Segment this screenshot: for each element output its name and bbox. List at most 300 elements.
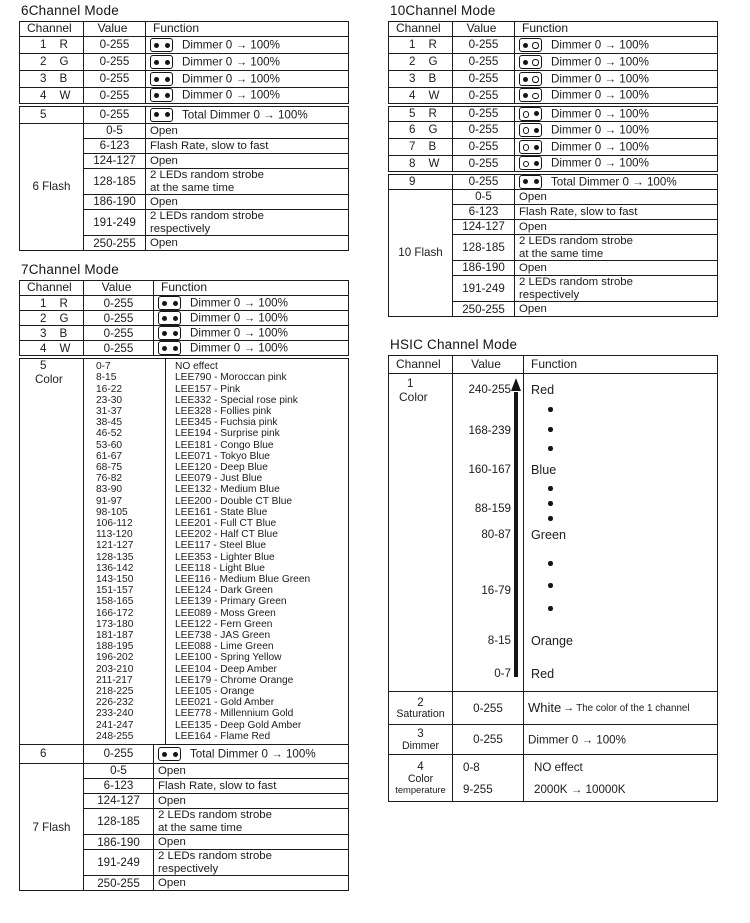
column-header-channel: Channel xyxy=(389,356,453,374)
value-cell: 124-127 xyxy=(453,220,515,235)
channel-number: 2 xyxy=(409,55,416,69)
color-name: LEE161 - State Blue xyxy=(175,506,268,518)
hue-range: 0-7 xyxy=(494,667,511,681)
channel-number: 1 xyxy=(40,38,47,52)
function-cell xyxy=(515,54,718,71)
color-name: LEE088 - Lime Green xyxy=(175,641,274,653)
table-row xyxy=(20,54,349,71)
color-value: 46-52 xyxy=(96,428,123,440)
function-text: Dimmer 0 → 100% xyxy=(551,38,649,52)
channel-letter: G xyxy=(428,55,438,69)
color-name: LEE079 - Just Blue xyxy=(175,473,263,485)
color-value: 143-150 xyxy=(96,574,134,586)
color-list xyxy=(84,359,348,744)
function-text: 2000K → 10000K xyxy=(534,783,626,797)
color-value: 211-217 xyxy=(96,674,133,686)
dual-led-icon xyxy=(519,123,542,137)
function-cell: Open xyxy=(154,794,349,809)
color-value: 98-105 xyxy=(96,506,128,518)
table-row xyxy=(20,37,349,54)
hue-color-label: Orange xyxy=(531,634,574,649)
table-row xyxy=(389,54,718,71)
table-row xyxy=(20,71,349,88)
channel-letter: R xyxy=(428,107,437,121)
function-text: Dimmer 0 → 100% xyxy=(182,55,280,69)
function-text: NO effect xyxy=(534,761,583,775)
hue-range: 168-239 xyxy=(468,424,511,438)
column-header-function: Function xyxy=(154,281,349,296)
value-cell: 0-255 xyxy=(453,88,515,105)
table-row xyxy=(389,173,718,190)
left-column xyxy=(19,3,351,891)
hue-range: 8-15 xyxy=(487,634,511,648)
table-row xyxy=(389,105,718,122)
function-cell xyxy=(146,88,349,105)
ellipsis-dot xyxy=(548,561,553,566)
channel-label: Saturation xyxy=(396,708,445,721)
function-cell xyxy=(154,311,349,326)
color-name: LEE202 - Half CT Blue xyxy=(175,529,278,541)
dual-led-icon xyxy=(519,72,542,86)
function-cell xyxy=(515,173,718,190)
color-value: 83-90 xyxy=(96,484,123,496)
color-name: LEE157 - Pink xyxy=(175,383,241,395)
value-cell: 0-255 xyxy=(453,37,515,54)
function-cell: 2 LEDs random strobe respectively xyxy=(154,850,349,876)
color-value: 248-255 xyxy=(96,730,134,742)
color-name: LEE353 - Lighter Blue xyxy=(175,551,275,563)
led-dot-right xyxy=(534,128,539,133)
function-cell: Open xyxy=(146,236,349,251)
color-name: LEE124 - Dark Green xyxy=(175,585,273,597)
channel-number: 3 xyxy=(409,72,416,86)
function-cell xyxy=(146,105,349,124)
color-value: 31-37 xyxy=(96,406,123,417)
hue-range: 16-79 xyxy=(481,584,511,598)
value-cell: 124-127 xyxy=(84,794,154,809)
led-dot-right xyxy=(534,145,539,150)
section-6channel xyxy=(19,3,351,251)
dual-led-icon xyxy=(150,55,173,69)
led-dot-left xyxy=(523,127,529,133)
dual-led-icon xyxy=(519,107,542,121)
function-cell xyxy=(524,725,718,755)
color-value: 76-82 xyxy=(96,473,123,485)
function-text: Dimmer 0 → 100% xyxy=(190,341,288,355)
channel-letter: R xyxy=(59,38,68,52)
function-cell: 2 LEDs random strobe respectively xyxy=(515,276,718,302)
function-text: Dimmer 0 → 100% xyxy=(190,326,288,340)
ellipsis-dot xyxy=(548,516,553,521)
dual-led-icon xyxy=(150,108,173,122)
function-cell xyxy=(524,755,718,802)
hue-color-labels xyxy=(524,374,718,692)
column-header-value: Value xyxy=(453,22,515,37)
function-cell: Flash Rate, slow to fast xyxy=(146,139,349,154)
hue-range: 88-159 xyxy=(474,502,511,516)
color-value: 128-135 xyxy=(96,551,134,563)
flash-channel-cell: 7 Flash xyxy=(20,764,84,891)
channel-number: 9 xyxy=(409,175,416,189)
color-name: LEE071 - Tokyo Blue xyxy=(175,450,270,462)
led-dot-right xyxy=(532,93,538,99)
led-dot-left xyxy=(162,316,167,321)
dual-led-icon xyxy=(519,175,542,189)
function-text: Dimmer 0 → 100% xyxy=(551,107,649,121)
section-10channel xyxy=(388,3,719,317)
led-dot-right xyxy=(532,76,538,82)
section-title: 10Channel Mode xyxy=(390,3,496,18)
function-text: Total Dimmer 0 → 100% xyxy=(551,175,677,189)
value-range: 0-8 xyxy=(463,761,480,775)
hue-range: 160-167 xyxy=(468,463,511,477)
color-value: 158-165 xyxy=(96,596,134,608)
function-cell: Open xyxy=(146,124,349,139)
column-header-channel: Channel xyxy=(20,22,84,37)
color-value: 136-142 xyxy=(96,562,134,574)
channel-cell xyxy=(389,755,453,802)
table-row xyxy=(20,124,349,139)
column-header-function: Function xyxy=(515,22,718,37)
led-dot-right xyxy=(165,112,170,117)
channel-letter: B xyxy=(428,72,437,86)
ellipsis-dot xyxy=(548,583,553,588)
table-row xyxy=(389,190,718,205)
dual-led-icon xyxy=(150,38,173,52)
channel-number: 4 xyxy=(417,760,424,774)
function-cell: Open xyxy=(146,195,349,210)
color-value: 203-210 xyxy=(96,663,134,675)
dual-led-icon xyxy=(158,311,181,325)
function-cell xyxy=(515,88,718,105)
channel-letter: W xyxy=(428,88,440,102)
channel-number: 2 xyxy=(417,695,424,709)
value-cell: 0-255 xyxy=(84,105,146,124)
led-dot-right xyxy=(534,111,539,116)
value-cell: 0-255 xyxy=(453,725,524,755)
channel-cell xyxy=(389,374,453,692)
color-name: LEE100 - Spring Yellow xyxy=(175,652,282,664)
function-text: Total Dimmer 0 → 100% xyxy=(182,108,308,122)
color-name: LEE790 - Moroccan pink xyxy=(175,372,287,384)
table-row xyxy=(20,88,349,105)
section-title: 7Channel Mode xyxy=(21,262,119,278)
value-cell: 0-255 xyxy=(453,692,524,725)
dual-led-icon xyxy=(158,747,181,761)
column-header-value: Value xyxy=(84,281,154,296)
function-cell: Open xyxy=(154,835,349,850)
ellipsis-dot xyxy=(548,407,553,412)
function-cell: 2 LEDs random strobe at the same time xyxy=(154,809,349,835)
color-name: LEE179 - Chrome Orange xyxy=(175,674,294,686)
value-cell: 6-123 xyxy=(84,139,146,154)
led-dot-right xyxy=(532,42,538,48)
function-text: Total Dimmer 0 → 100% xyxy=(190,747,316,761)
color-value: 151-157 xyxy=(96,585,134,597)
channel-number: 8 xyxy=(409,156,416,170)
hue-value-scale xyxy=(453,374,524,692)
value-cell: 0-255 xyxy=(453,173,515,190)
channel-number: 4 xyxy=(409,88,416,102)
channel-number: 6 xyxy=(409,123,416,137)
function-text: Dimmer 0 → 100% xyxy=(190,311,288,325)
function-cell: Open xyxy=(515,302,718,317)
function-text: Dimmer 0 → 100% xyxy=(551,156,649,170)
led-dot-left xyxy=(154,77,159,82)
value-cell: 250-255 xyxy=(453,302,515,317)
channel-number: 3 xyxy=(40,72,47,86)
color-value: 173-180 xyxy=(96,618,134,630)
column-header-channel: Channel xyxy=(20,281,84,296)
dual-led-icon xyxy=(519,55,542,69)
channel-label: Dimmer xyxy=(401,739,440,752)
hue-color-label: Red xyxy=(531,667,555,682)
led-dot-left xyxy=(162,752,167,757)
function-cell xyxy=(515,37,718,54)
channel-number: 7 xyxy=(409,140,416,154)
saturation-row xyxy=(389,692,718,725)
flash-channel-cell: 10 Flash xyxy=(389,190,453,317)
header-row xyxy=(20,22,349,37)
color-name: LEE116 - Medium Blue Green xyxy=(175,574,311,586)
function-text: Dimmer 0 → 100% xyxy=(182,38,280,52)
channel-number: 1 xyxy=(407,377,414,391)
color-name: LEE021 - Gold Amber xyxy=(175,697,275,709)
color-name: LEE345 - Fuchsia pink xyxy=(175,417,278,429)
channel-letter: B xyxy=(59,72,68,86)
table-row xyxy=(389,139,718,156)
color-value: 106-112 xyxy=(96,518,133,530)
channel-number: 4 xyxy=(40,88,47,102)
ellipsis-dot xyxy=(548,501,553,506)
led-dot-right xyxy=(165,93,170,98)
function-cell xyxy=(146,54,349,71)
function-cell: Open xyxy=(515,220,718,235)
led-dot-right xyxy=(173,301,178,306)
table-row xyxy=(389,156,718,173)
dual-led-icon xyxy=(158,326,181,340)
value-cell: 0-5 xyxy=(84,764,154,779)
dual-led-icon xyxy=(519,156,542,170)
color-value: 196-202 xyxy=(96,652,134,664)
hue-color-label: Green xyxy=(531,528,567,543)
color-name: LEE139 - Primary Green xyxy=(175,596,287,608)
color-value-list xyxy=(84,359,166,744)
color-value: 233-240 xyxy=(96,708,134,720)
led-dot-right xyxy=(173,346,178,351)
function-text: Dimmer 0 → 100% xyxy=(182,72,280,86)
color-value: 61-67 xyxy=(96,450,123,462)
table-row xyxy=(20,326,349,341)
color-value: 166-172 xyxy=(96,607,134,619)
function-cell xyxy=(515,122,718,139)
color-value: 8-15 xyxy=(96,372,117,384)
dual-led-icon xyxy=(519,140,542,154)
function-cell xyxy=(146,37,349,54)
value-cell: 0-5 xyxy=(84,124,146,139)
led-dot-right xyxy=(534,179,539,184)
led-dot-left xyxy=(523,60,528,65)
function-cell: Flash Rate, slow to fast xyxy=(515,205,718,220)
value-cell: 128-185 xyxy=(84,169,146,195)
value-cell: 0-255 xyxy=(453,156,515,173)
table-row xyxy=(389,37,718,54)
value-cell: 186-190 xyxy=(453,261,515,276)
color-value: 241-247 xyxy=(96,719,134,731)
ellipsis-dot xyxy=(548,427,553,432)
value-cell: 6-123 xyxy=(453,205,515,220)
value-cell: 0-255 xyxy=(84,311,154,326)
value-cell: 0-255 xyxy=(453,105,515,122)
function-text: Dimmer 0 → 100% xyxy=(551,88,649,102)
channel-number: 2 xyxy=(40,55,47,69)
led-dot-right xyxy=(165,77,170,82)
led-dot-left xyxy=(154,43,159,48)
channel-number: 4 xyxy=(40,341,47,355)
function-cell: Open xyxy=(515,190,718,205)
color-macro-row xyxy=(20,357,349,744)
value-cell: 0-255 xyxy=(453,71,515,88)
color-value: 68-75 xyxy=(96,462,123,474)
column-header-value: Value xyxy=(84,22,146,37)
led-dot-left xyxy=(523,77,528,82)
value-cell: 0-255 xyxy=(84,37,146,54)
color-name: LEE089 - Moss Green xyxy=(175,607,276,619)
channel-number: 1 xyxy=(40,296,47,310)
channel-label: Color xyxy=(407,772,434,785)
function-text: Dimmer 0 → 100% xyxy=(528,733,626,747)
led-dot-left xyxy=(523,161,529,167)
led-dot-left xyxy=(523,111,529,117)
channel-cell xyxy=(389,725,453,755)
color-name: LEE328 - Follies pink xyxy=(175,406,272,417)
value-cell: 0-5 xyxy=(453,190,515,205)
channel-letter: R xyxy=(428,38,437,52)
function-cell xyxy=(154,341,349,358)
channel-letter: W xyxy=(428,156,440,170)
color-value: 16-22 xyxy=(96,383,123,395)
function-cell: 2 LEDs random strobe at the same time xyxy=(146,169,349,195)
color-value: 0-7 xyxy=(96,361,111,373)
color-value: 121-127 xyxy=(96,540,134,552)
color-name: NO effect xyxy=(175,361,218,373)
led-dot-left xyxy=(162,331,167,336)
led-dot-left xyxy=(523,43,528,48)
channel-number: 5 xyxy=(40,108,47,122)
table-hsic xyxy=(388,355,718,802)
channel-letter: B xyxy=(428,140,437,154)
channel-letter: G xyxy=(59,55,69,69)
led-dot-right xyxy=(165,60,170,65)
table-row xyxy=(20,341,349,358)
ellipsis-dot xyxy=(548,486,553,491)
color-name: LEE194 - Surprise pink xyxy=(175,428,280,440)
column-header-channel: Channel xyxy=(389,22,453,37)
channel-letter: W xyxy=(59,341,71,355)
function-cell: Flash Rate, slow to fast xyxy=(154,779,349,794)
dual-led-icon xyxy=(150,88,173,102)
table-row xyxy=(20,311,349,326)
color-value: 38-45 xyxy=(96,417,123,429)
color-name: LEE135 - Deep Gold Amber xyxy=(175,719,302,731)
channel-number: 3 xyxy=(417,727,424,741)
dual-led-icon xyxy=(519,38,542,52)
value-cell: 0-255 xyxy=(453,122,515,139)
table-row xyxy=(389,71,718,88)
dual-led-icon xyxy=(158,341,181,355)
table-row xyxy=(20,296,349,311)
color-value: 218-225 xyxy=(96,686,134,698)
function-text: White xyxy=(528,699,562,715)
section-title: 6Channel Mode xyxy=(21,3,119,18)
color-name: LEE117 - Steel Blue xyxy=(175,540,266,552)
hue-range: 80-87 xyxy=(481,528,511,542)
ellipsis-dot xyxy=(548,606,553,611)
led-dot-right xyxy=(173,752,178,757)
header-row xyxy=(389,356,718,374)
value-cell: 0-255 xyxy=(453,139,515,156)
color-name: LEE118 - Light Blue xyxy=(175,562,265,574)
table-row xyxy=(389,88,718,105)
channel-cell xyxy=(389,692,453,725)
right-arrow-icon: → xyxy=(563,701,575,714)
dual-led-icon xyxy=(519,88,542,102)
channel-number: 1 xyxy=(409,38,416,52)
section-hsic xyxy=(388,337,719,802)
channel-letter: R xyxy=(59,296,68,310)
value-cell: 250-255 xyxy=(84,236,146,251)
channel-number: 3 xyxy=(40,326,47,340)
header-row xyxy=(20,281,349,296)
color-temperature-row xyxy=(389,755,718,802)
value-cell xyxy=(453,755,524,802)
channel-cell xyxy=(20,357,84,744)
value-cell: 250-255 xyxy=(84,876,154,891)
function-text: Dimmer 0 → 100% xyxy=(182,88,280,102)
value-cell: 0-255 xyxy=(453,54,515,71)
dimmer-row xyxy=(389,725,718,755)
function-cell: Open xyxy=(146,154,349,169)
value-cell: 0-255 xyxy=(84,54,146,71)
table-6channel xyxy=(19,21,349,251)
table-7channel xyxy=(19,280,349,891)
function-cell: Open xyxy=(154,876,349,891)
channel-letter: G xyxy=(428,123,438,137)
led-dot-right xyxy=(532,59,538,65)
value-cell: 6-123 xyxy=(84,779,154,794)
channel-letter: G xyxy=(59,311,69,325)
led-dot-left xyxy=(523,179,528,184)
color-name-list xyxy=(166,359,348,744)
function-text: Dimmer 0 → 100% xyxy=(551,72,649,86)
channel-number: 5 xyxy=(40,359,47,373)
led-dot-right xyxy=(165,43,170,48)
function-text: Dimmer 0 → 100% xyxy=(190,296,288,310)
value-cell: 191-249 xyxy=(84,210,146,236)
value-cell: 0-255 xyxy=(84,71,146,88)
value-cell: 191-249 xyxy=(84,850,154,876)
channel-label: Color xyxy=(35,372,63,386)
channel-number: 5 xyxy=(409,107,416,121)
led-dot-left xyxy=(154,93,159,98)
function-cell xyxy=(154,745,349,764)
channel-number: 6 xyxy=(40,747,47,761)
color-value: 23-30 xyxy=(96,394,123,406)
function-text: Dimmer 0 → 100% xyxy=(551,140,649,154)
right-column xyxy=(388,3,719,802)
color-name: LEE181 - Congo Blue xyxy=(175,439,274,451)
hue-color-label: Blue xyxy=(531,463,557,478)
